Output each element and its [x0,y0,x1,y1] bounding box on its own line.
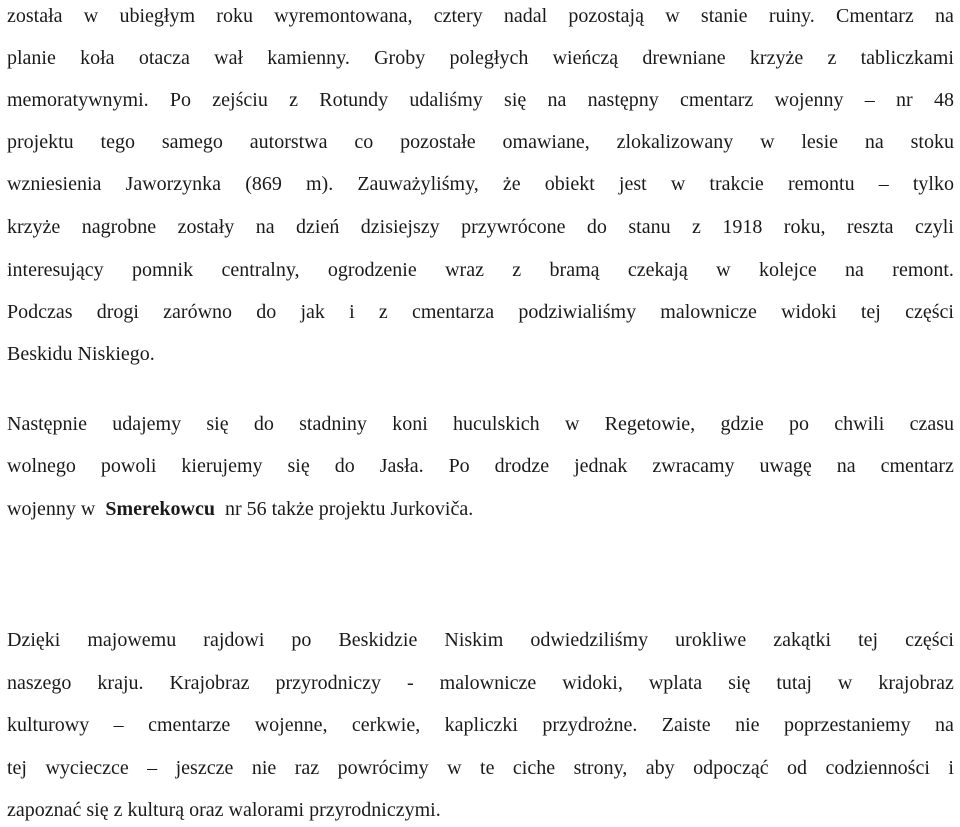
word: nadal [503,5,548,27]
word: wplata [648,672,703,694]
word: na [255,216,275,238]
word: wolnego [7,455,76,477]
word: z [512,259,522,281]
word: stanie [700,5,748,27]
word: Zauważyliśmy, [357,173,479,195]
text-line: Beskidu Niskiego. [7,343,155,365]
word: ruiny. [768,5,815,27]
word: cmentarz [880,455,954,477]
text-line [7,711,954,739]
word: do [334,455,355,477]
word: Jasła. [379,455,424,477]
word: zwracamy [652,455,735,477]
word: roku [216,5,253,27]
word: ubiegłym [119,5,196,27]
word: do [256,301,277,323]
word: powoli [100,455,157,477]
word: strony, [573,757,628,779]
word: krajobraz [878,672,954,694]
word: obiekt [544,173,595,195]
word: i [349,301,355,323]
word: – [147,757,158,779]
word: kierujemy [181,455,263,477]
word: cmentarz [680,89,754,111]
word: tej [858,629,879,651]
word: urokliwe [675,629,747,651]
word: otacza [138,47,190,69]
word: memoratywnymi. [7,89,149,111]
word: kraju. [97,672,144,694]
word: koła [80,47,115,69]
word: gdzie [720,413,764,435]
word: cmentarze [148,714,231,736]
word: malownicze [660,301,757,323]
word: od [787,757,808,779]
word: - [406,672,414,694]
word: na [864,131,884,153]
word: tej [860,301,881,323]
word: kolejce [758,259,817,281]
word: Podczas [7,301,73,323]
word: nie [251,757,277,779]
word: z [692,216,701,238]
word: ogrodzenie [327,259,417,281]
word: chwili [834,413,885,435]
word: bramą [549,259,600,281]
text-line [7,298,954,326]
word: stanu [628,216,671,238]
word: pozostają [568,5,644,27]
word: interesujący [7,259,104,281]
word: po [789,413,810,435]
word: na [547,89,567,111]
word: odpocząć [693,757,769,779]
text-line [7,452,954,480]
word: drewniane [642,47,726,69]
word: na [934,5,954,27]
word: dzisiejszy [360,216,440,238]
word: majowemu [87,629,177,651]
word: Po [169,89,192,111]
word: Cmentarz [835,5,914,27]
word: tylko [912,173,954,195]
text-span: wojenny w [7,498,96,520]
word: na [845,259,864,281]
word: wzniesienia [7,173,102,195]
word: projektu [7,131,74,153]
word: części [905,629,954,651]
word: cztery [433,5,483,27]
word: w [837,672,853,694]
word: co [354,131,374,153]
text-line: zapoznać się z kulturą oraz walorami przyrodniczymi. [7,799,441,821]
word: do [253,413,274,435]
word: w [564,413,580,435]
word: dzień [296,216,340,238]
word: – [878,173,889,195]
text-line [7,170,954,198]
word: do [586,216,607,238]
word: w [716,259,731,281]
word: Następnie [7,413,87,435]
text-line [7,128,954,156]
word: następny [587,89,659,111]
word: 48 [933,89,954,111]
word: codzienności [825,757,930,779]
word: czyli [914,216,954,238]
word: wieńczą [552,47,619,69]
word: centralny, [221,259,300,281]
word: zejściu [212,89,268,111]
word: i [948,757,954,779]
word: Regetowie, [604,413,696,435]
word: Niskim [444,629,504,651]
word: nagrobne [81,216,157,238]
word: tabliczkami [860,47,954,69]
word: krzyże [7,216,61,238]
word: jeszcze [175,757,234,779]
word: w [447,757,462,779]
word: się [206,413,229,435]
word: drodze [494,455,550,477]
word: kulturowy [7,714,90,736]
word: m). [305,173,334,195]
word: kamienny. [267,47,350,69]
word: remontu [787,173,855,195]
word: nr [896,89,913,111]
text-line [7,410,954,438]
text-line [7,256,954,284]
word: odwiedziliśmy [530,629,649,651]
word: udajemy [112,413,182,435]
word: czasu [909,413,954,435]
word: poległych [449,47,529,69]
text-line [7,44,954,72]
word: w [760,131,775,153]
text-line [7,495,473,523]
word: się [287,455,310,477]
word: udaliśmy [409,89,483,111]
word: Beskidzie [338,629,418,651]
word: autorstwa [249,131,328,153]
text-line [7,86,954,114]
word: Po [448,455,470,477]
word: że [502,173,521,195]
word: została [7,5,63,27]
word: stadniny [299,413,367,435]
word: aby [645,757,675,779]
word: Groby [374,47,426,69]
word: przywrócone [461,216,566,238]
word: Dzięki [7,629,61,651]
word: tutaj [776,672,812,694]
word: w [670,173,686,195]
word: na [836,455,856,477]
word: wyremontowana, [274,5,413,27]
text-line [7,754,954,782]
word: w [83,5,99,27]
text-line [7,2,954,30]
word: – [113,714,124,736]
word: jak [300,301,325,323]
word: z [289,89,298,111]
word: zakątki [773,629,832,651]
word: pozostałe [400,131,476,153]
word: wojenny [774,89,844,111]
word: wał [214,47,244,69]
word: kapliczki [444,714,518,736]
word: samego [161,131,223,153]
word: po [291,629,312,651]
word: tego [100,131,135,153]
word: Jaworzynka [125,173,222,195]
word: cmentarza [411,301,495,323]
word: wojenne, [254,714,328,736]
word: zostały [177,216,235,238]
word: drogi [96,301,139,323]
word: się [504,89,527,111]
word: reszta [846,216,894,238]
word: malownicze [439,672,537,694]
word: roku, [783,216,826,238]
word: pomnik [131,259,194,281]
word: huculskich [453,413,540,435]
word: trakcie [709,173,764,195]
word: – [864,89,875,111]
word: krzyże [749,47,804,69]
word: uwagę [759,455,812,477]
word: ciche [512,757,556,779]
word: jest [618,173,647,195]
word: naszego [7,672,72,694]
word: 1918 [722,216,763,238]
word: czekają [627,259,688,281]
word: z [378,301,388,323]
word: wraz [445,259,484,281]
word: poprzestaniemy [783,714,911,736]
word: z [827,47,837,69]
word: lesie [801,131,839,153]
word: raz [294,757,320,779]
text-line [7,626,954,654]
word: podziwialiśmy [518,301,637,323]
word: przydrożne. [542,714,638,736]
word: przyrodniczy [275,672,381,694]
place-name-bold: Smerekowcu [105,498,215,520]
word: planie [7,47,56,69]
word: te [480,757,495,779]
word: Zaiste [661,714,711,736]
word: widoki [781,301,837,323]
word: cerkwie, [351,714,421,736]
text-line [7,669,954,697]
word: Rotundy [319,89,389,111]
word: się [728,672,751,694]
word: na [935,714,954,736]
text-line [7,213,954,241]
word: rajdowi [203,629,265,651]
word: wycieczce [45,757,129,779]
word: Krajobraz [169,672,250,694]
word: nie [735,714,760,736]
word: jednak [574,455,628,477]
word: w [665,5,680,27]
text-span: nr 56 także projektu Jurkoviča. [224,498,474,520]
word: zarówno [163,301,233,323]
word: stoku [910,131,954,153]
word: koni [392,413,428,435]
word: remont. [892,259,954,281]
word: części [905,301,954,323]
word: tej [7,757,27,779]
word: zlokalizowany [616,131,734,153]
word: powrócimy [337,757,429,779]
word: widoki, [562,672,623,694]
word: (869 [245,173,282,195]
word: omawiane, [502,131,590,153]
